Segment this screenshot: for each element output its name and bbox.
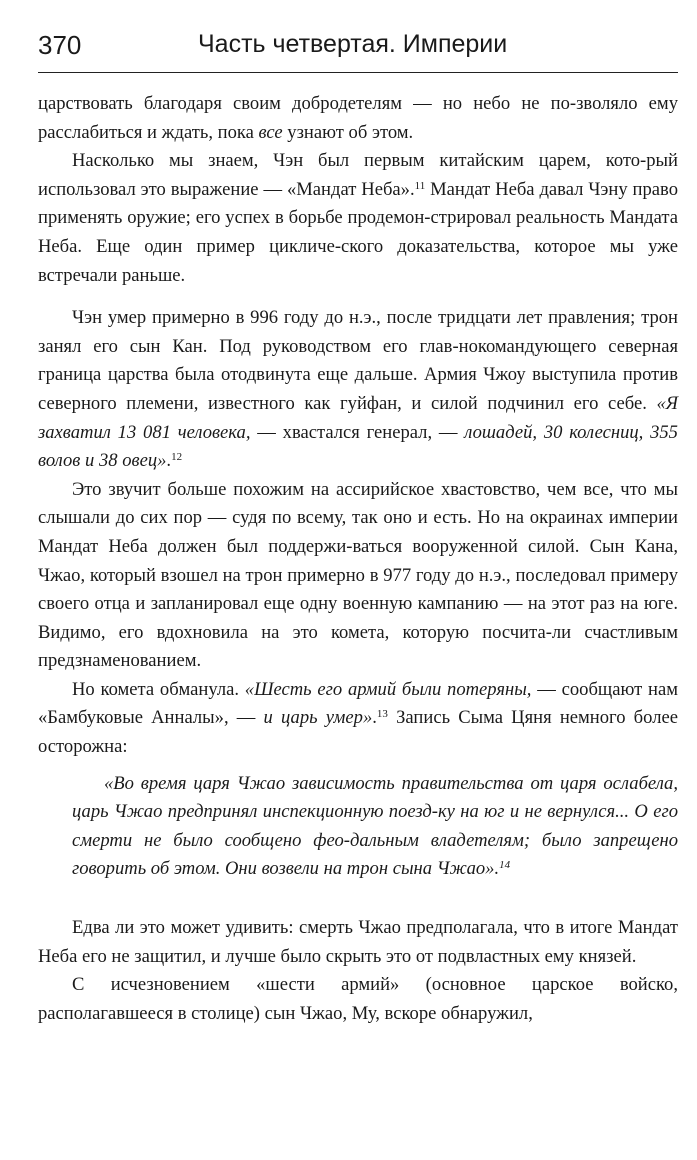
- text-run: Мандат Неба давал Чэну право применять оружие; его успех в борьбе продемон-стрировал реальность Мандата Неба. Еще один пример цикличе-ского доказательства, которое мы уже встречали раньше.: [38, 178, 678, 286]
- text-run: царствовать благодаря своим добродетелям — но небо не по-зволяло ему расслабиться и ждать, пока: [38, 93, 678, 143]
- text-run: Насколько мы знаем, Чэн был первым китайским царем, кото-рый использовал это выражение — «Мандат Неба».: [38, 150, 678, 200]
- section-gap: [38, 884, 678, 914]
- footnote-ref: 12: [171, 451, 183, 464]
- italic-quote: и царь умер»: [263, 707, 373, 729]
- paragraph: [38, 147, 678, 290]
- text-run: .: [166, 450, 172, 472]
- footnote-ref: 11: [414, 179, 426, 192]
- text-run: узнают об этом.: [282, 121, 414, 143]
- paragraph: Едва ли это может удивить: смерть Чжао предполагала, что в итоге Мандат Неба его не защитил, и лучше было скрыть это от подвластных ему князей.: [38, 917, 678, 967]
- paragraph: С исчезновением «шести армий» (основное царское войско, располагавшееся в столице) сын Чжао, Му, вскоре обнаружил,: [38, 974, 678, 1024]
- paragraph: [38, 676, 678, 762]
- footnote-ref: 13: [376, 708, 388, 721]
- running-title: Часть четвертая. Империи: [198, 30, 508, 58]
- italic-quote: «Шесть его армий были потеряны,: [244, 678, 532, 700]
- text-run: Но комета обманула.: [72, 678, 245, 700]
- quote-text: «Во время царя Чжао зависимость правительства от царя ослабела, царь Чжао предпринял инспекционную поезд-ку на юг и не вернулся... О его смерти не было сообщено фео-дальным владетелям; было запрещено говорить об этом. Они возвели на трон сына Чжао».: [72, 772, 678, 880]
- paragraph: [38, 90, 678, 147]
- text-run: Запись Сыма Цяня немного более осторожна:: [38, 707, 678, 758]
- italic-quote: лошадей, 30 колесниц, 355 волов и 38 овец»: [38, 421, 678, 472]
- text-run: Чэн умер примерно в 996 году до н.э., после тридцати лет правления; трон занял его сын Кан. Под руководством его глав-нокомандующего северная граница царства была отодвинута еще дальше. Армия Чжоу выступила против северного племени, известного как гуйфан, и силой подчинил его себе.: [38, 307, 678, 414]
- paragraph: [38, 304, 678, 476]
- text-run: — хвастался генерал, —: [250, 421, 465, 443]
- text-run: — сообщают нам «Бамбуковые Анналы», —: [38, 678, 678, 729]
- page-number: 370: [38, 30, 82, 60]
- paragraph: Это звучит больше похожим на ассирийское хвастовство, чем все, что мы слышали до сих пор — судя по всему, так оно и есть. Но на окраинах империи Мандат Неба должен был поддержи-ваться вооруженной силой. Сын Кана, Чжао, который взошел на трон примерно в 977 году до н.э., последовал примеру своего отца и запланировал еще одну военную кампанию — на этот раз на юге. Видимо, его вдохновила на это комета, которую посчита-ли счастливым предзнаменованием.: [38, 478, 678, 672]
- italic-quote: «Я захватил 13 081 человека,: [38, 392, 678, 443]
- section-gap: [38, 290, 678, 304]
- page-body: [38, 90, 678, 1028]
- italic-text: все: [258, 121, 283, 143]
- block-quote: [38, 770, 678, 884]
- footnote-ref: 14: [499, 859, 511, 872]
- text-run: .: [372, 707, 377, 729]
- page-header: [38, 24, 678, 73]
